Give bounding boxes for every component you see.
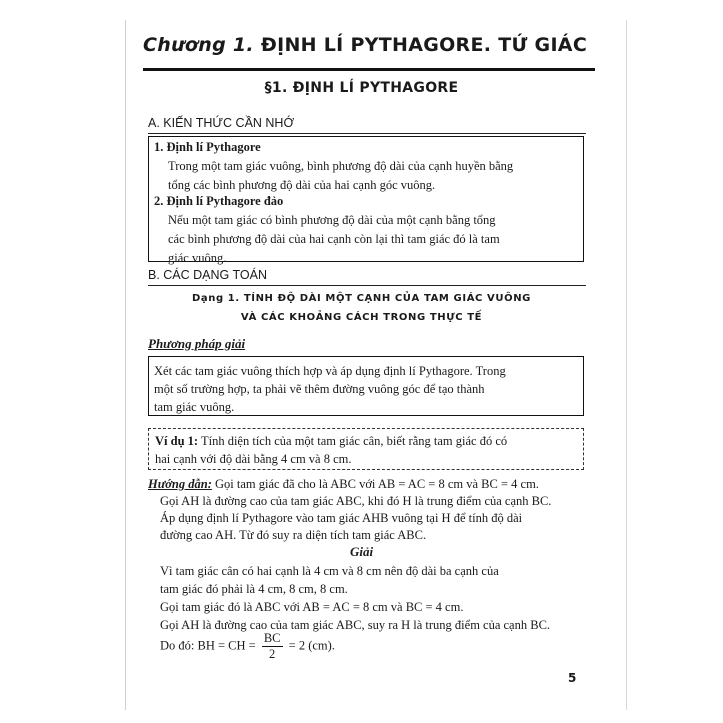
chapter-title: [143, 34, 598, 56]
example-label: Ví dụ 1:: [155, 434, 199, 448]
section-title: §1. ĐỊNH LÍ PYTHAGORE: [264, 80, 459, 96]
method-box: [148, 356, 584, 416]
formula-suffix: = 2 (cm).: [288, 638, 335, 653]
method-heading: Phương pháp giải: [148, 336, 246, 351]
text-line: các bình phương độ dài của hai cạnh còn lại thì tam giác đó là tam: [168, 232, 500, 246]
text-line: Xét các tam giác vuông thích hợp và áp dụng định lí Pythagore. Trong: [154, 364, 506, 378]
solution-text: [160, 562, 590, 634]
method-text: [154, 362, 576, 416]
theorem-2-heading: 2. Định lí Pythagore đảo: [154, 194, 284, 208]
text-line: Gọi AH là đường cao của tam giác ABC, suy ra H là trung điểm của cạnh BC.: [160, 618, 551, 632]
text-line: giác vuông.: [168, 251, 227, 265]
guide-line-1: Gọi tam giác đã cho là ABC với AB = AC = 8 cm và BC = 4 cm.: [211, 477, 539, 491]
text-line: tam giác vuông.: [154, 400, 235, 414]
example-box: [148, 428, 584, 470]
part-b-divider: [148, 285, 586, 286]
chapter-name: ĐỊNH LÍ PYTHAGORE. TỨ GIÁC: [260, 34, 588, 56]
chapter-divider: [143, 68, 595, 71]
guide-first-line: [148, 476, 590, 493]
guide-text: [160, 493, 590, 544]
formula-prefix: Do đó: BH = CH =: [160, 638, 256, 653]
formula-line: [160, 631, 335, 662]
guide-label: Hướng dẫn:: [148, 477, 212, 491]
text-line: một số trường hợp, ta phải vẽ thêm đường vuông góc để tạo thành: [154, 382, 485, 396]
theorem-1-heading: 1. Định lí Pythagore: [154, 140, 261, 154]
theory-box: [148, 136, 584, 265]
text-line: Nếu một tam giác có bình phương độ dài của một cạnh bằng tổng: [168, 213, 496, 227]
theorem-1-text: [168, 157, 578, 195]
text-line: Áp dụng định lí Pythagore vào tam giác AHB vuông tại H để tính độ dài: [160, 511, 523, 525]
text-line: tổng các bình phương độ dài của hai cạnh góc vuông.: [168, 178, 436, 192]
fraction: [262, 631, 283, 662]
theorem-2-text: [168, 211, 578, 268]
text-line: Gọi tam giác đó là ABC với AB = AC = 8 cm và BC = 4 cm.: [160, 600, 464, 614]
dang-title-line-2: VÀ CÁC KHOẢNG CÁCH TRONG THỰC TẾ: [240, 312, 483, 323]
part-a-heading: A. KIẾN THỨC CẦN NHỚ: [148, 116, 295, 130]
chapter-label: Chương 1.: [143, 34, 254, 56]
dang-title-line-1: Dạng 1. TÍNH ĐỘ DÀI MỘT CẠNH CỦA TAM GIÁC VUÔNG: [192, 293, 531, 304]
text-line: Gọi AH là đường cao của tam giác ABC, khi đó H là trung điểm của cạnh BC.: [160, 494, 552, 508]
page-number: 5: [568, 671, 577, 685]
text-line: Trong một tam giác vuông, bình phương độ dài của cạnh huyền bằng: [168, 159, 514, 173]
text-line: đường cao AH. Từ đó suy ra diện tích tam giác ABC.: [160, 528, 427, 542]
text-line: tam giác đó phải là 4 cm, 8 cm, 8 cm.: [160, 582, 348, 596]
example-line-1: Tính diện tích của một tam giác cân, biết rằng tam giác đó có: [198, 434, 508, 448]
text-line: Vì tam giác cân có hai cạnh là 4 cm và 8 cm nên độ dài ba cạnh của: [160, 564, 499, 578]
example-text: [155, 432, 577, 468]
part-a-divider: [148, 133, 586, 134]
solution-heading: Giải: [349, 544, 374, 559]
fraction-denominator: 2: [269, 647, 276, 661]
part-b-heading: B. CÁC DẠNG TOÁN: [148, 268, 268, 282]
fraction-numerator: BC: [263, 631, 281, 645]
example-line-2: hai cạnh với độ dài bằng 4 cm và 8 cm.: [155, 452, 352, 466]
